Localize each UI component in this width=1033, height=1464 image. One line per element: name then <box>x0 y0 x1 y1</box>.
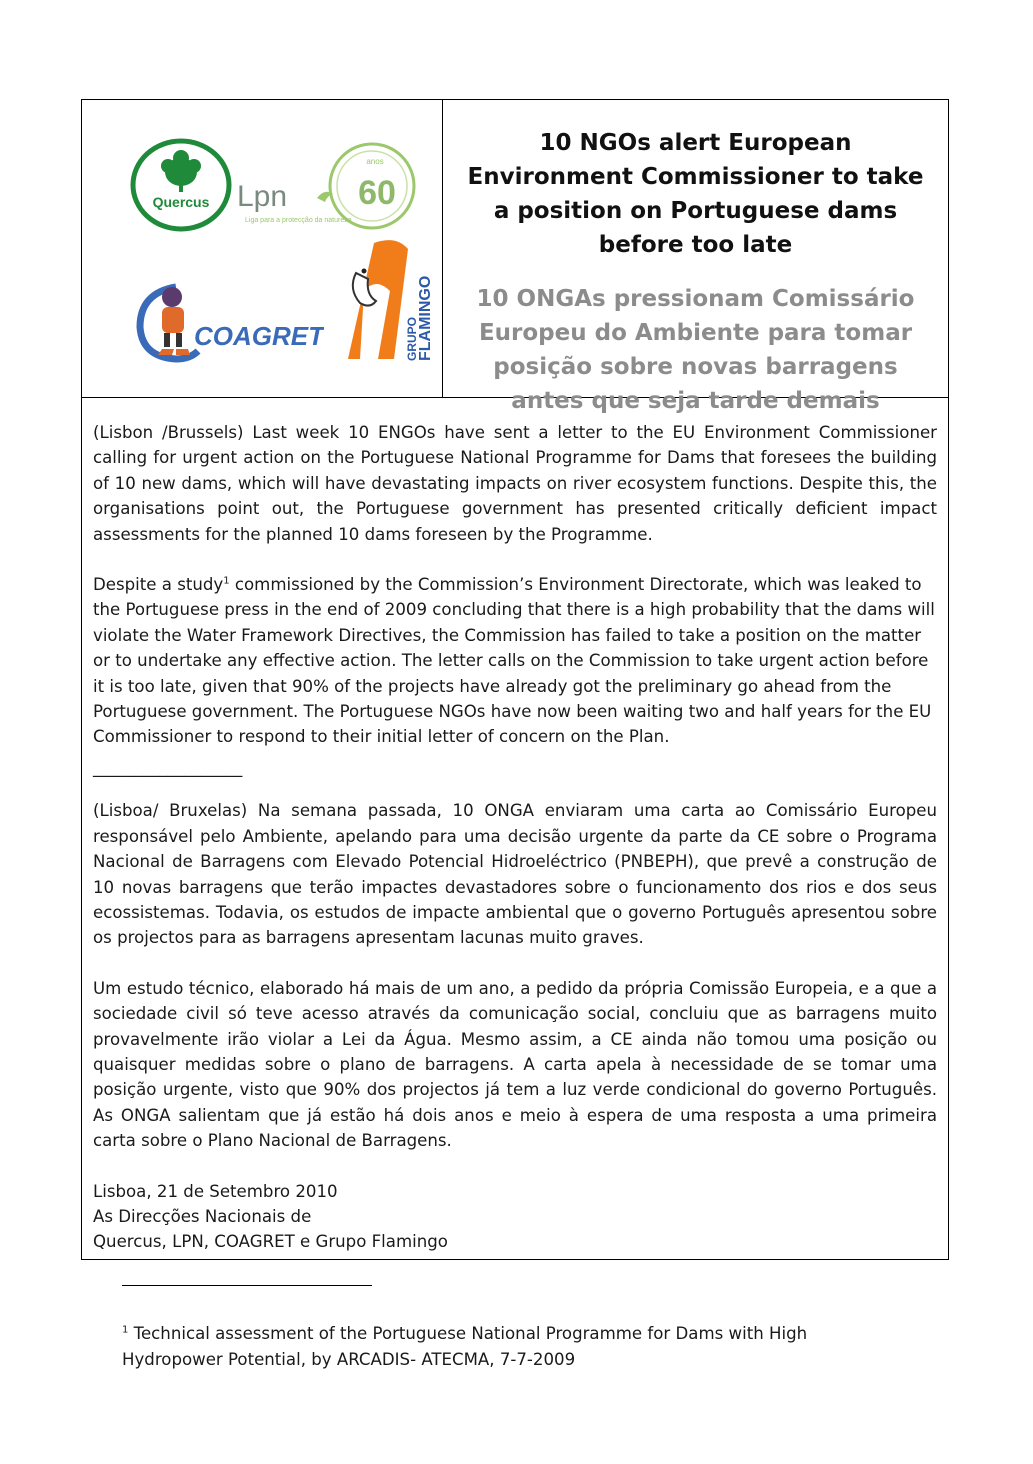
signature-line-2: As Direcções Nacionais de <box>93 1206 312 1226</box>
paragraph-portuguese-1: (Lisboa/ Bruxelas) Na semana passada, 10 ONGA enviaram uma carta ao Comissário Europeu responsável pelo Ambiente, apelando para uma decisão urgente da parte da CE sobre o Programa Nacional de Barragens com Elevado Potencial Hidroeléctrico (PNBEPH), que prevê a construção de 10 novas barragens que terão impactes devastadores sobre o funcionamento dos rios e dos seus ecossistemas. Todavia, os estudos de impacte ambiental que o governo Português apresentou sobre os projectos para as barragens apresentam lacunas muito graves. <box>93 801 937 948</box>
flamingo-icon <box>348 240 408 359</box>
footnote-text: Technical assessment of the Portuguese National Programme for Dams with High Hydropower Potential, by ARCADIS- ATECMA, 7-7-2009 <box>122 1324 808 1369</box>
title-panel <box>443 100 948 414</box>
lpn-logo <box>235 140 425 232</box>
grupo-flamingo-logo <box>334 233 434 363</box>
quercus-logo <box>130 138 236 234</box>
title-english: 10 NGOs alert European Environment Commissioner to take a position on Portuguese dams before too late <box>467 130 924 258</box>
paragraph-english-2 <box>93 572 937 750</box>
oak-leaf-icon <box>161 150 201 192</box>
title-portuguese: 10 ONGAs pressionam Comissário Europeu do Ambiente para tomar posição sobre novas barragens antes que seja tarde demais <box>476 286 915 414</box>
footnote <box>122 1321 882 1373</box>
flamingo-word-2: FLAMINGO <box>417 275 434 361</box>
para2-start: Despite a study <box>93 575 224 595</box>
lpn-wordmark: Lpn <box>237 180 288 213</box>
flamingo-word-1: GRUPO <box>405 316 419 361</box>
signature-line-3: Quercus, LPN, COAGRET e Grupo Flamingo <box>93 1232 448 1252</box>
signature-date: Lisboa, 21 de Setembro 2010 <box>93 1181 338 1201</box>
coagret-logo <box>134 275 324 363</box>
footnote-marker: 1 <box>122 1324 129 1336</box>
signature-block <box>93 1179 937 1255</box>
quercus-wordmark: Quercus <box>152 194 210 210</box>
body-text <box>82 398 948 1255</box>
paragraph-english-1: (Lisbon /Brussels) Last week 10 ENGOs have sent a letter to the EU Environment Commissioner calling for urgent action on the Portuguese National Programme for Dams that foresees the building of 10 new dams, which will have devastating impacts on river ecosystem functions. Despite this, the organisations point out, the Portuguese government has presented critically deficient impact assessments for the planned 10 dams foreseen by the Programme. <box>93 423 937 544</box>
press-release-frame <box>81 99 949 1260</box>
para2-rest: commissioned by the Commission’s Environment Directorate, which was leaked to the Portuguese press in the end of 2009 concluding that there is a high probability that the dams will violate the Water Framework Directives, the Commission has failed to take a position on the matter or to undertake any effective action. The letter calls on the Commission to take urgent action before it is too late, given that 90% of the projects have already got the preliminary go ahead from the Portuguese government. The Portuguese NGOs have now been waiting two and half years for the EU Commissioner to respond to their initial letter of concern on the Plan. <box>93 575 935 747</box>
header-row <box>82 100 948 414</box>
paragraph-portuguese-2: Um estudo técnico, elaborado há mais de um ano, a pedido da própria Comissão Europeia, e a que a sociedade civil só teve acesso através da comunicação social, concluiu que as barragens muito provavelmente irão violar a Lei da Água. Mesmo assim, a CE ainda não tomou uma posição ou quaisquer medidas sobre o plano de barragens. A carta apela à necessidade de se tomar uma posição urgente, visto que 90% dos projectos já tem a luz verde condicional do governo Português. As ONGA salientam que já estão há dois anos e meio à espera de uma resposta a uma primeira carta sobre o Plano Nacional de Barragens. <box>93 978 937 1151</box>
anniversary-number: 60 <box>358 174 396 212</box>
character-icon <box>158 287 190 355</box>
anniversary-word: anos <box>366 157 384 166</box>
lpn-tagline: Liga para a protecção da natureza <box>245 217 352 224</box>
footnote-divider <box>122 1285 372 1286</box>
footnote-ref: 1 <box>223 575 230 587</box>
coagret-wordmark: COAGRET <box>194 321 324 351</box>
logo-panel <box>82 100 443 397</box>
separator-line: __________________ <box>93 757 243 777</box>
